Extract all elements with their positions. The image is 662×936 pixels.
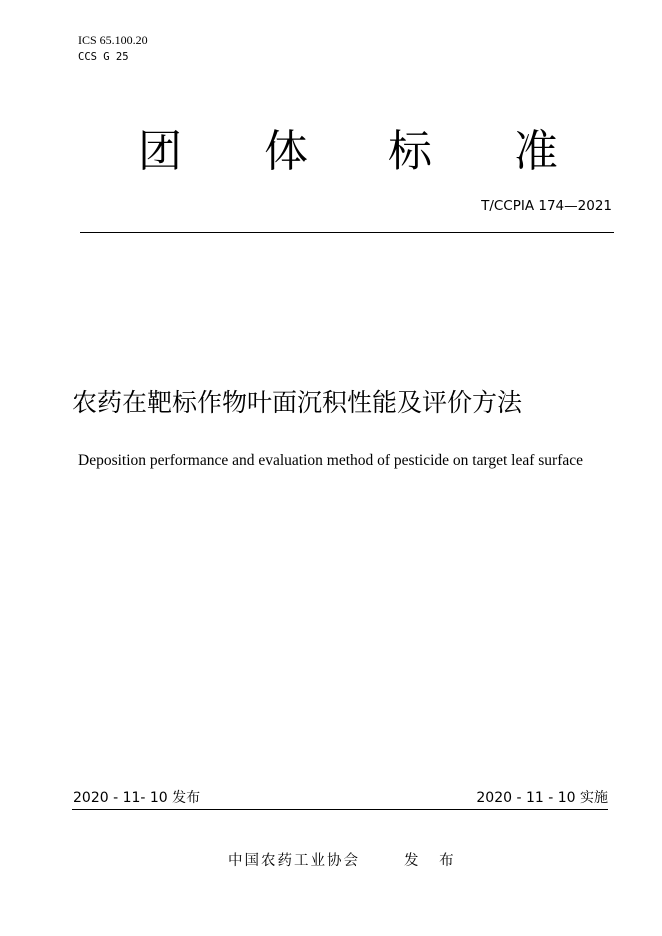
implementation-date: 2020 - 11 - 10 实施 <box>476 790 608 806</box>
document-title-cn: 农药在靶标作物叶面沉积性能及评价方法 <box>72 388 523 417</box>
ics-number: ICS 65.100.20 <box>78 33 148 47</box>
publisher-organization: 中国农药工业协会 <box>228 853 360 869</box>
title-char: 团 <box>138 126 182 177</box>
document-title-en: Deposition performance and evaluation method of pesticide on target leaf surface <box>78 452 583 469</box>
title-char: 准 <box>514 126 558 177</box>
publish-label: 发 布 <box>404 853 462 869</box>
issue-date: 2020 - 11- 10 发布 <box>73 790 201 806</box>
bottom-divider <box>72 809 608 810</box>
ccs-number: CCS G 25 <box>78 51 129 63</box>
title-char: 标 <box>388 126 432 177</box>
group-standard-title <box>0 124 662 180</box>
title-char: 体 <box>264 126 308 177</box>
standard-code: T/CCPIA 174—2021 <box>481 198 612 214</box>
top-divider <box>80 232 614 233</box>
